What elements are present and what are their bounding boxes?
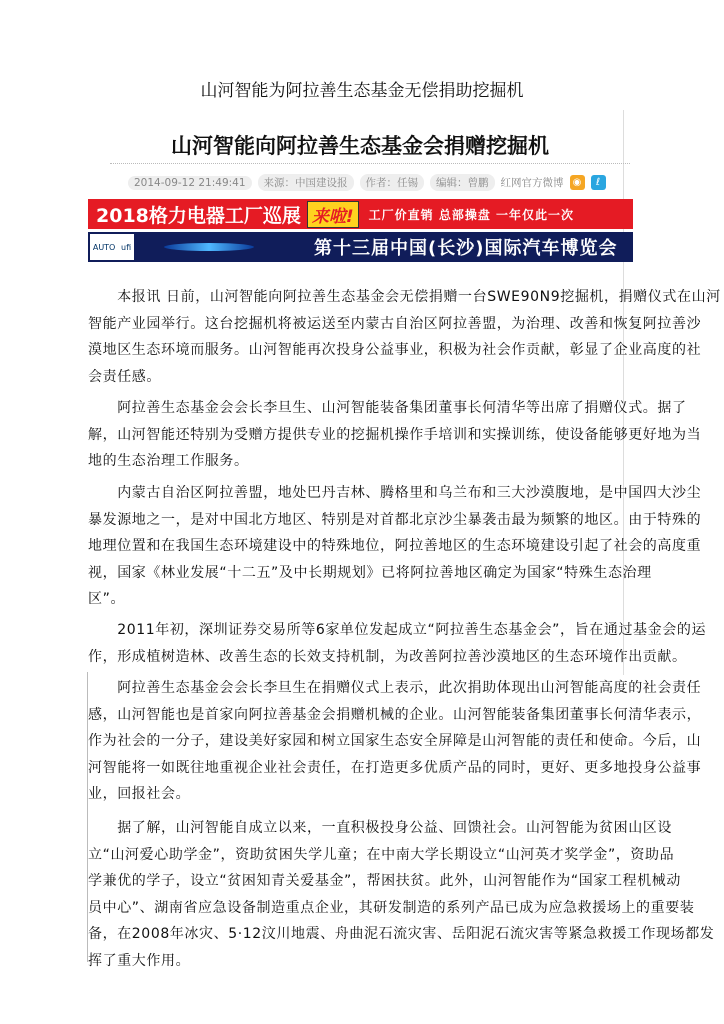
- paragraph-line: 2011年初，深圳证券交易所等6家单位发起成立“阿拉善生态基金会”，旨在通过基金会的运: [88, 622, 707, 638]
- paragraph-line: 区”。: [88, 591, 126, 607]
- article-headline: 山河智能向阿拉善生态基金会捐赠挖掘机: [171, 133, 549, 158]
- ad-banner-gree[interactable]: [88, 199, 633, 229]
- paragraph-line: 阿拉善生态基金会会长李旦生、山河智能装备集团董事长何清华等出席了捐赠仪式。据了: [88, 400, 687, 416]
- car-silhouette-icon: [164, 243, 254, 251]
- banner-highlight: 来啦!: [307, 201, 359, 228]
- article-paragraph: [88, 675, 702, 808]
- source: 来源：中国建设报: [258, 174, 354, 191]
- paragraph-line: 内蒙古自治区阿拉善盟，地处巴丹吉林、腾格里和乌兰布和三大沙漠腹地，是中国四大沙尘: [88, 485, 702, 501]
- paragraph-line: 立“山河爱心助学金”，资助贫困失学儿童；在中南大学长期设立“山河英才奖学金”，资助品: [88, 846, 675, 863]
- paragraph-line: 作为社会的一分子，建设美好家园和树立国家生态安全屏障是山河智能的责任和使命。今后，山: [88, 733, 702, 749]
- divider: [110, 163, 630, 164]
- auto-logo: AUTO: [92, 242, 116, 252]
- banner-slogan: 工厂价直销 总部操盘 一年仅此一次: [368, 207, 575, 222]
- paragraph-line: 员中心”、湖南省应急设备制造重点企业，其研发制造的系列产品已成为应急救援场上的重要装: [88, 899, 695, 916]
- author: 作者：任锡: [360, 174, 425, 191]
- weibo-icon[interactable]: ◉: [570, 175, 585, 190]
- article-paragraph: [88, 395, 702, 475]
- weibo-label[interactable]: 红网官方微博: [500, 177, 564, 189]
- paragraph-line: 视，国家《林业发展“十二五”及中长期规划》已将阿拉善地区确定为国家“特殊生态治理: [88, 564, 652, 581]
- paragraph-line: 地的生态治理工作服务。: [88, 453, 249, 469]
- article-meta: [128, 174, 606, 191]
- paragraph-line: 备，在2008年冰灾、5·12汶川地震、舟曲泥石流灾害、岳阳泥石流灾害等紧急救援工作现场都发: [88, 926, 715, 942]
- paragraph-line: 智能产业园举行。这台挖掘机将被运送至内蒙古自治区阿拉善盟，为治理、改善和恢复阿拉善沙: [88, 315, 702, 332]
- article-paragraph: [88, 284, 721, 390]
- document-title: 山河智能为阿拉善生态基金无偿捐助挖掘机: [200, 81, 524, 101]
- paragraph-line: 据了解，山河智能自成立以来，一直积极投身公益、回馈社会。山河智能为贫困山区设: [88, 820, 672, 836]
- paragraph-line: 阿拉善生态基金会会长李旦生在捐赠仪式上表示，此次捐助体现出山河智能高度的社会责任: [88, 680, 702, 696]
- paragraph-line: 本报讯 日前，山河智能向阿拉善生态基金会无偿捐赠一台SWE90N9挖掘机，捐赠仪式在山河: [88, 289, 721, 305]
- paragraph-line: 感，山河智能也是首家向阿拉善基金会捐赠机械的企业。山河智能装备集团董事长何清华表示，: [88, 706, 702, 723]
- paragraph-line: 会责任感。: [88, 368, 161, 385]
- paragraph-line: 学兼优的学子，设立“贫困知青关爱基金”，帮困扶贫。此外，山河智能作为“国家工程机械动: [88, 873, 681, 889]
- paragraph-line: 业，回报社会。: [88, 786, 191, 802]
- paragraph-line: 作，形成植树造林、改善生态的长效支持机制，为改善阿拉善沙漠地区的生态环境作出贡献。: [88, 648, 687, 665]
- paragraph-line: 暴发源地之一，是对中国北方地区、特别是对首都北京沙尘暴袭击最为频繁的地区。由于特殊的: [88, 511, 702, 528]
- banner-main-text: 2018格力电器工厂巡展: [96, 204, 301, 227]
- paragraph-line: 解，山河智能还特别为受赠方提供专业的挖掘机操作手培训和实操训练，使设备能够更好地为当: [88, 426, 702, 443]
- tencent-weibo-icon[interactable]: ℓ: [591, 175, 606, 190]
- paragraph-line: 地理位置和在我国生态环境建设中的特殊地位，阿拉善地区的生态环境建设引起了社会的高度重: [88, 538, 702, 554]
- article-paragraph: [88, 815, 715, 974]
- paragraph-line: 漠地区生态环境而服务。山河智能再次投身公益事业，积极为社会作贡献，彰显了企业高度的社: [88, 342, 702, 358]
- editor: 编辑：曾鹏: [430, 174, 495, 191]
- ad-banner-auto-expo[interactable]: [88, 232, 633, 262]
- paragraph-line: 河智能将一如既往地重视企业社会责任，在打造更多优质产品的同时，更好、更多地投身公益事: [88, 759, 702, 776]
- publish-datetime: 2014-09-12 21:49:41: [128, 176, 252, 190]
- ufi-logo: ufi: [121, 242, 132, 252]
- article-paragraph: [88, 617, 707, 670]
- paragraph-line: 挥了重大作用。: [88, 952, 191, 969]
- article-paragraph: [88, 480, 702, 613]
- expo-logos: [90, 234, 134, 260]
- banner-text: 第十三届中国(长沙)国际汽车博览会: [314, 238, 618, 259]
